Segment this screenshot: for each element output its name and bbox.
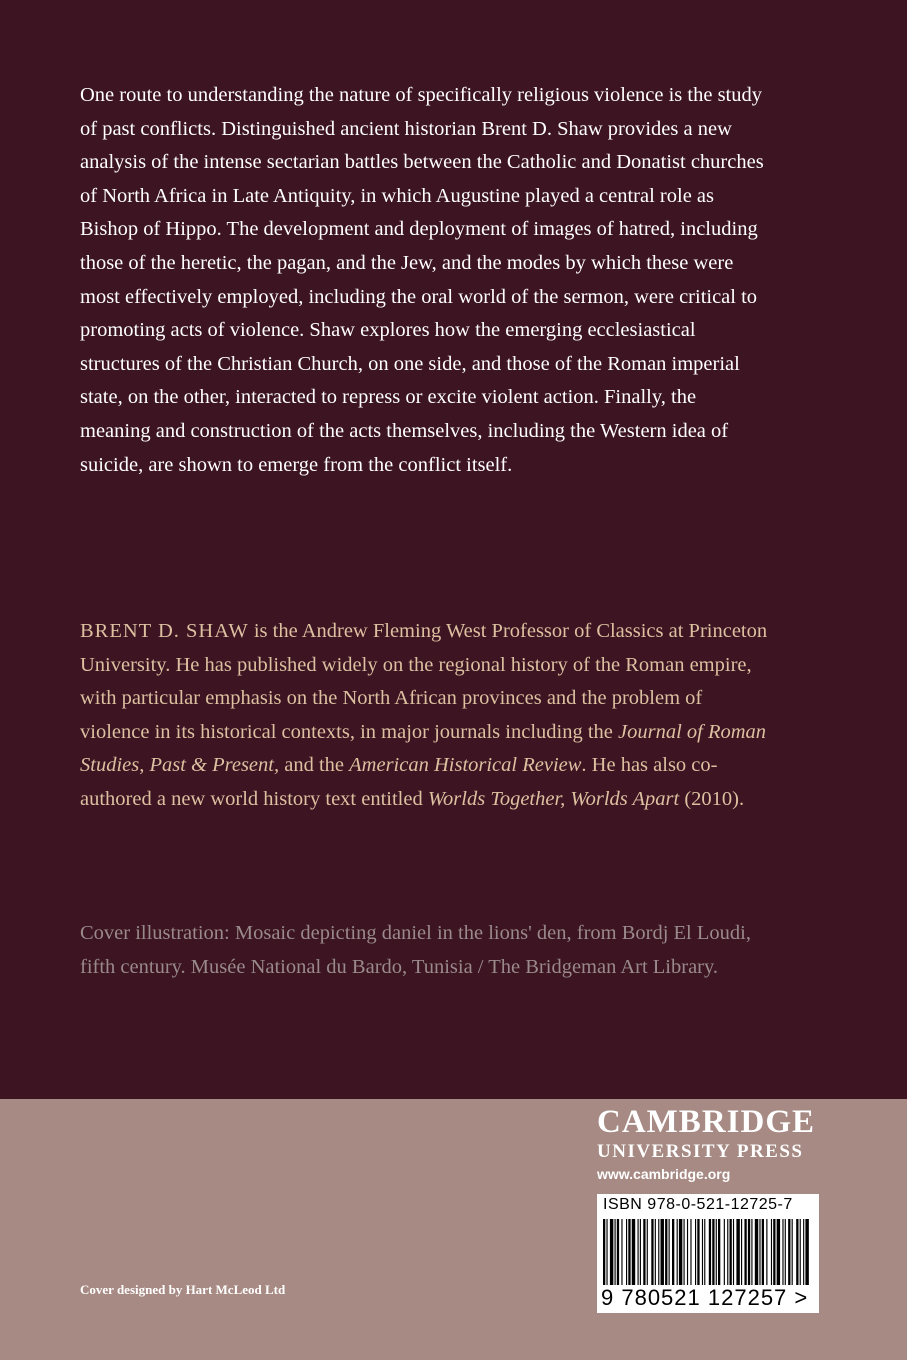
barcode-bar — [687, 1219, 688, 1285]
publisher-url: www.cambridge.org — [597, 1166, 731, 1182]
barcode-bar — [755, 1219, 758, 1285]
barcode-bar — [803, 1219, 804, 1285]
barcode-bar — [724, 1219, 725, 1285]
barcode-bar — [695, 1219, 696, 1285]
barcode-bar — [640, 1219, 641, 1285]
bio-sep-1: , — [139, 754, 150, 777]
barcode — [597, 1194, 819, 1313]
barcode-bar — [684, 1219, 685, 1285]
bio-text-2: and the — [279, 754, 350, 777]
cover-designer-credit: Cover designed by Hart McLeod Ltd — [80, 1282, 286, 1297]
barcode-bar — [773, 1219, 775, 1285]
journal-american-historical-review: American Historical Review — [349, 754, 582, 777]
barcode-bar — [704, 1219, 705, 1285]
barcode-bar — [628, 1219, 630, 1285]
barcode-bar — [762, 1219, 764, 1285]
barcode-bar — [697, 1219, 699, 1285]
barcode-bar — [730, 1219, 732, 1285]
barcode-bar — [716, 1219, 717, 1285]
barcode-bar — [615, 1219, 616, 1285]
barcode-bar — [727, 1219, 728, 1285]
barcode-bar — [603, 1219, 605, 1285]
barcode-bar — [788, 1219, 790, 1285]
barcode-bar — [748, 1219, 750, 1285]
barcode-bar — [690, 1219, 691, 1285]
barcode-bar — [655, 1219, 656, 1285]
barcode-bar — [617, 1219, 619, 1285]
barcode-bars — [603, 1219, 813, 1287]
barcode-bar — [796, 1219, 798, 1285]
barcode-bar — [744, 1219, 746, 1285]
barcode-bar — [785, 1219, 786, 1285]
barcode-bar — [621, 1219, 622, 1285]
barcode-bar — [632, 1219, 635, 1285]
barcode-bar — [709, 1219, 711, 1285]
barcode-bar — [643, 1219, 645, 1285]
cover-illustration-credit: Cover illustration: Mosaic depicting daniel in the lions' den, from Bordj El Loudi, fifth century. Musée National du Bardo, Tunisia / The Bridgeman Art Library. — [80, 922, 751, 978]
publisher-name: CAMBRIDGE — [597, 1104, 816, 1140]
barcode-bar — [736, 1219, 739, 1285]
publisher-logo — [597, 1103, 837, 1185]
author-name: BRENT D. SHAW — [80, 620, 249, 642]
barcode-bar — [672, 1219, 674, 1285]
barcode-bar — [759, 1219, 760, 1285]
journal-roman-studies: Journal of Roman Studies — [80, 720, 767, 777]
barcode-bar — [792, 1219, 793, 1285]
barcode-bar — [702, 1219, 703, 1285]
barcode-bar — [782, 1219, 783, 1285]
barcode-bar — [610, 1219, 613, 1285]
isbn-label: ISBN 978-0-521-12725-7 — [603, 1196, 793, 1213]
barcode-bar — [712, 1219, 714, 1285]
barcode-bar — [658, 1219, 659, 1285]
bio-text-4: (2010). — [679, 787, 745, 810]
barcode-bar — [777, 1219, 780, 1285]
ean-number: 9 780521 127257 > — [601, 1285, 809, 1310]
barcode-bar — [661, 1219, 664, 1285]
barcode-bar — [800, 1219, 801, 1285]
journal-past-present: Past & Present, — [149, 754, 280, 777]
barcode-bar — [805, 1219, 808, 1285]
publisher-press: UNIVERSITY PRESS — [597, 1141, 804, 1162]
barcode-bar — [677, 1219, 678, 1285]
barcode-bar — [626, 1219, 627, 1285]
author-bio — [80, 615, 770, 817]
barcode-bar — [771, 1219, 772, 1285]
barcode-bar — [638, 1219, 639, 1285]
barcode-bar — [651, 1219, 653, 1285]
barcode-bar — [733, 1219, 734, 1285]
barcode-bar — [741, 1219, 742, 1285]
barcode-bar — [669, 1219, 670, 1285]
barcode-bar — [718, 1219, 720, 1285]
barcode-bar — [606, 1219, 607, 1285]
barcode-bar — [647, 1219, 648, 1285]
barcode-bar — [665, 1219, 667, 1285]
book-blurb: One route to understanding the nature of specifically religious violence is the study of past conflicts. Distinguished ancient historian Brent D. Shaw provides a new analysis of the intense sectarian battles between the Catholic and Donatist churches of North Africa in Late Antiquity, in which Augustine played a central role as Bishop of Hippo. The development and deployment of images of hatred, including those of the heretic, the pagan, and the Jew, and the modes by which these were most effectively employed, including the oral world of the sermon, were critical to promoting acts of violence. Shaw explores how the emerging ecclesiastical structures of the Christian Church, on one side, and those of the Roman imperial state, on the other, interacted to repress or excite violent action. Finally, the meaning and construction of the acts themselves, including the Western idea of suicide, are shown to emerge from the conflict itself. — [80, 84, 764, 476]
book-title-worlds-together: Worlds Together, Worlds Apart — [427, 787, 680, 810]
barcode-bar — [679, 1219, 682, 1285]
bio-text-3: . He has also co-authored a new world history text entitled — [80, 754, 718, 810]
barcode-bar — [766, 1219, 767, 1285]
barcode-bar — [751, 1219, 752, 1285]
bio-text-1: is the Andrew Fleming West Professor of Classics at Princeton University. He has published widely on the regional history of the Roman empire, with particular emphasis on the North African provinces and the problem of violence in its historical contexts, in major journals including the — [80, 620, 768, 743]
